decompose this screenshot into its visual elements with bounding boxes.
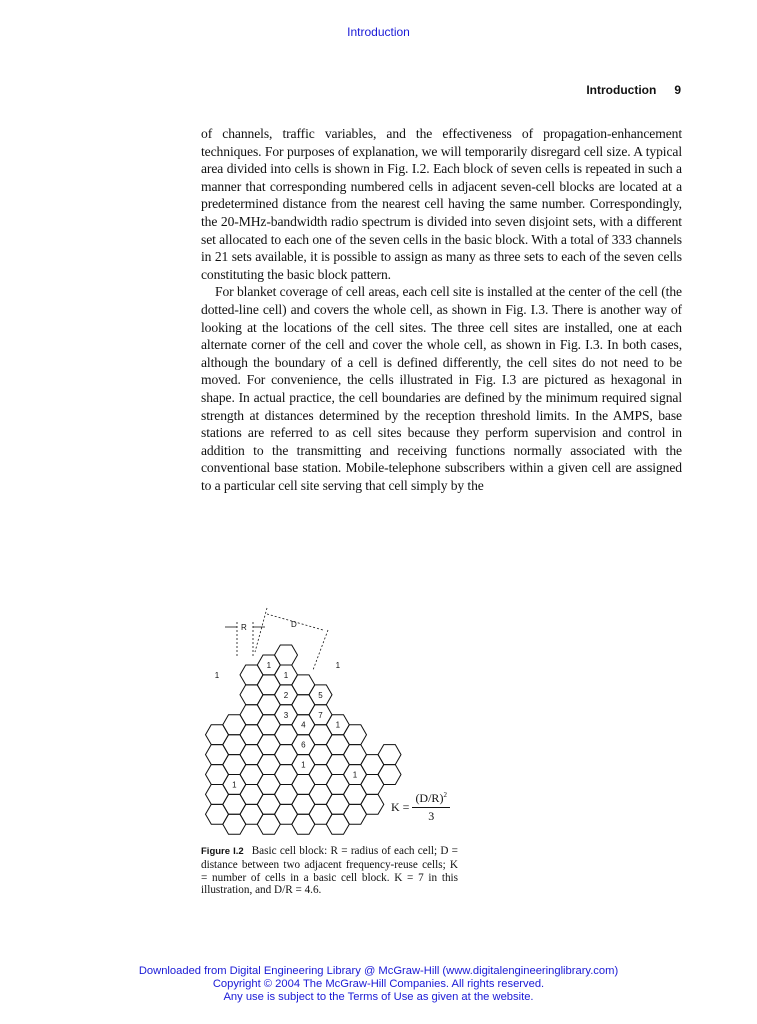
label-d: D [291, 620, 297, 629]
hexagon-cell [292, 695, 315, 715]
hexagon-cell [361, 755, 384, 775]
hexagon-cell [223, 794, 246, 814]
cell-number-label: 1 [232, 780, 237, 790]
formula-numerator [412, 791, 450, 808]
hexagon-cell [344, 725, 367, 745]
hexagon-cell [292, 775, 315, 795]
formula-fraction [412, 791, 450, 824]
label-r: R [241, 623, 247, 632]
hexagon-cell [326, 735, 349, 755]
cell-labels [215, 661, 358, 790]
page-number: 9 [674, 83, 681, 97]
cell-number-label: 5 [318, 690, 323, 700]
hexagon-cell [223, 735, 246, 755]
cell-number-label: 3 [283, 710, 289, 720]
cell-number-label: 1 [214, 670, 220, 680]
hexagon-cell [257, 794, 280, 814]
hexagon-cell [257, 755, 280, 775]
exponent: 2 [443, 791, 447, 799]
hexagon-cell [326, 775, 349, 795]
dimension-annotations [225, 608, 328, 670]
caption-text: Basic cell block: R = radius of each cell; D = distance between two adjacent frequency-reuse cells; K = number of cells in a basic cell block. K = 7 in this illustration, and D/R = 4.6. [201, 845, 458, 897]
cell-number-label: 4 [301, 720, 306, 730]
footer-download-link[interactable]: Downloaded from Digital Engineering Library @ McGraw-Hill (www.digitalengineeringlibrary.com) [138, 965, 619, 977]
footer-copyright[interactable]: Copyright © 2004 The McGraw-Hill Companies. All rights reserved. [212, 977, 545, 990]
hexagon-cell [292, 814, 315, 834]
hexagon-cell [292, 675, 315, 695]
cell-number-label: 6 [301, 740, 306, 750]
hexagon-cell [223, 755, 246, 775]
footer [0, 965, 757, 1003]
hexagon-cell [361, 794, 384, 814]
cell-number-label: 1 [335, 661, 341, 670]
hexagon-cell [257, 675, 280, 695]
cell-number-label: 1 [283, 670, 289, 680]
running-head [540, 83, 681, 97]
caption-label: Figure I.2 [201, 846, 244, 857]
formula-lhs: K = [391, 800, 410, 814]
body-text [201, 125, 682, 494]
paragraph: of channels, traffic variables, and the effectiveness of propagation-enhancement techniques. For purposes of explanation, we will temporarily disregard cell size. A typical area divided into cells is shown in Fig. I.2. Each block of seven cells is repeated in such a manner that corresponding numbered cells in adjacent seven-cell blocks are located at a predetermined distance from the nearest cell having the same number. Correspondingly, the 20-MHz-bandwidth radio spectrum is divided into seven disjoint sets, with a different set allocated to each one of the seven cells in the basic block. With a total of 333 channels in 21 sets available, it is possible to assign as many as three sets to each of the seven cells constituting the basic block pattern. [201, 126, 682, 282]
paragraph: For blanket coverage of cell areas, each cell site is installed at the center of the cell (the dotted-line cell) and covers the whole cell, as shown in Fig. I.3. There is another way of looking at the locations of the cell sites. The three cell sites are installed, one at each alternate corner of the cell and cover the whole cell, as shown in Fig. I.3. In both cases, although the boundary of a cell is defined differently, the cell sites do not need to be moved. For convenience, the cells illustrated in Fig. I.3 are pictured as hexagonal in shape. In actual practice, the cell boundaries are defined by the minimum required signal strength at distances determined by the reception threshold limits. In the AMPS, base stations are referred to as cell sites because they perform supervision and control in addition to the transmitting and receiving functions normally associated with the conventional base station. Mobile-telephone subscribers within a given cell are assigned to a particular cell site serving that cell simply by the [201, 284, 682, 493]
footer-terms[interactable]: Any use is subject to the Terms of Use as given at the website. [223, 990, 534, 1003]
hexagon-cell [223, 814, 246, 834]
chapter-link[interactable]: Introduction [347, 25, 410, 39]
figure-caption [201, 845, 458, 897]
reuse-formula [391, 791, 450, 824]
hexagon-cell [257, 775, 280, 795]
running-title: Introduction [586, 83, 657, 97]
cell-number-label: 1 [266, 661, 272, 670]
hexagon-cell [326, 755, 349, 775]
cell-number-label: 2 [283, 690, 289, 700]
hexagon-cell [257, 715, 280, 735]
hexagon-cell [257, 695, 280, 715]
hexagon-cell [326, 794, 349, 814]
hexagon-cell [257, 814, 280, 834]
formula-denominator: 3 [428, 809, 435, 823]
hexagon-cell [326, 814, 349, 834]
d-extension-left [255, 608, 267, 652]
hexagon-cell [275, 645, 298, 665]
hexagon-cell [378, 765, 401, 785]
hexagon-cell [292, 794, 315, 814]
numerator-text: (D/R) [415, 791, 444, 805]
cell-number-label: 7 [318, 710, 323, 720]
hexagon-cell [223, 715, 246, 735]
hexagon-cell [361, 775, 384, 795]
hexagon-cell [378, 745, 401, 765]
hexagon-cell [257, 735, 280, 755]
cell-number-label: 1 [352, 770, 358, 780]
cell-number-label: 1 [301, 760, 306, 770]
d-extension-right [313, 630, 328, 670]
cell-number-label: 1 [335, 720, 341, 730]
